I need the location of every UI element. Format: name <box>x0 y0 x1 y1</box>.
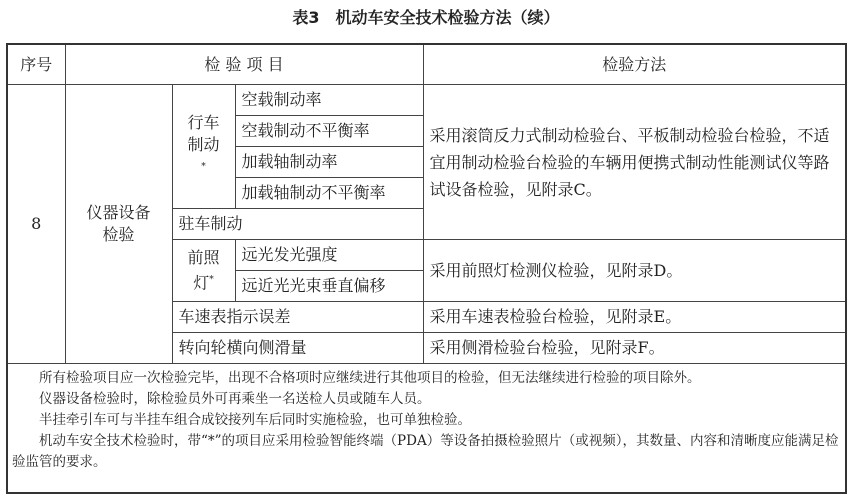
header-no: 序号 <box>7 44 65 85</box>
brake-method: 采用滚筒反力式制动检验台、平板制动检验台检验，不适宜用制动检验台检验的车辆用便携式制动性能测试仪等路试设备检验，见附录C。 <box>423 85 846 240</box>
header-items: 检 验 项 目 <box>65 44 423 85</box>
service-brake-label: 行车制动 * <box>172 85 235 209</box>
item: 空载制动率 <box>235 85 423 116</box>
note: 所有检验项目应一次检验完毕，出现不合格项时应继续进行其他项目的检验，但无法继续进行检验的项目除外。 <box>39 370 701 386</box>
notes-row <box>7 364 846 494</box>
headlamp-label: 前照灯* <box>172 240 235 302</box>
item: 加载轴制动率 <box>235 147 423 178</box>
note: 仪器设备检验时，除检验员外可再乘坐一名送检人员或随车人员。 <box>39 391 431 407</box>
inspection-methods-table <box>6 43 847 494</box>
speedometer-method: 采用车速表检验台检验，见附录E。 <box>423 302 846 333</box>
table-row <box>7 85 846 116</box>
row-number: 8 <box>7 85 65 364</box>
parking-brake: 驻车制动 <box>172 209 423 240</box>
header-method: 检验方法 <box>423 44 846 85</box>
headlamp-method: 采用前照灯检测仪检验，见附录D。 <box>423 240 846 302</box>
note: 半挂牵引车可与半挂车组合成铰接列车后同时实施检验，也可单独检验。 <box>39 412 471 428</box>
sideslip-method: 采用侧滑检验台检验，见附录F。 <box>423 333 846 364</box>
sideslip-item: 转向轮横向侧滑量 <box>172 333 423 364</box>
group-label: 仪器设备检验 <box>65 85 172 364</box>
item: 空载制动不平衡率 <box>235 116 423 147</box>
item: 加载轴制动不平衡率 <box>235 178 423 209</box>
item: 远光发光强度 <box>235 240 423 271</box>
speedometer-item: 车速表指示误差 <box>172 302 423 333</box>
note: 机动车安全技术检验时，带“*”的项目应采用检验智能终端（PDA）等设备拍摄检验照片（或视频），其数量、内容和清晰度应能满足检验监管的要求。 <box>12 433 839 470</box>
item: 远近光光束垂直偏移 <box>235 271 423 302</box>
notes <box>7 364 846 494</box>
table-title: 表3 机动车安全技术检验方法（续） <box>292 8 560 27</box>
table-header-row <box>7 44 846 85</box>
